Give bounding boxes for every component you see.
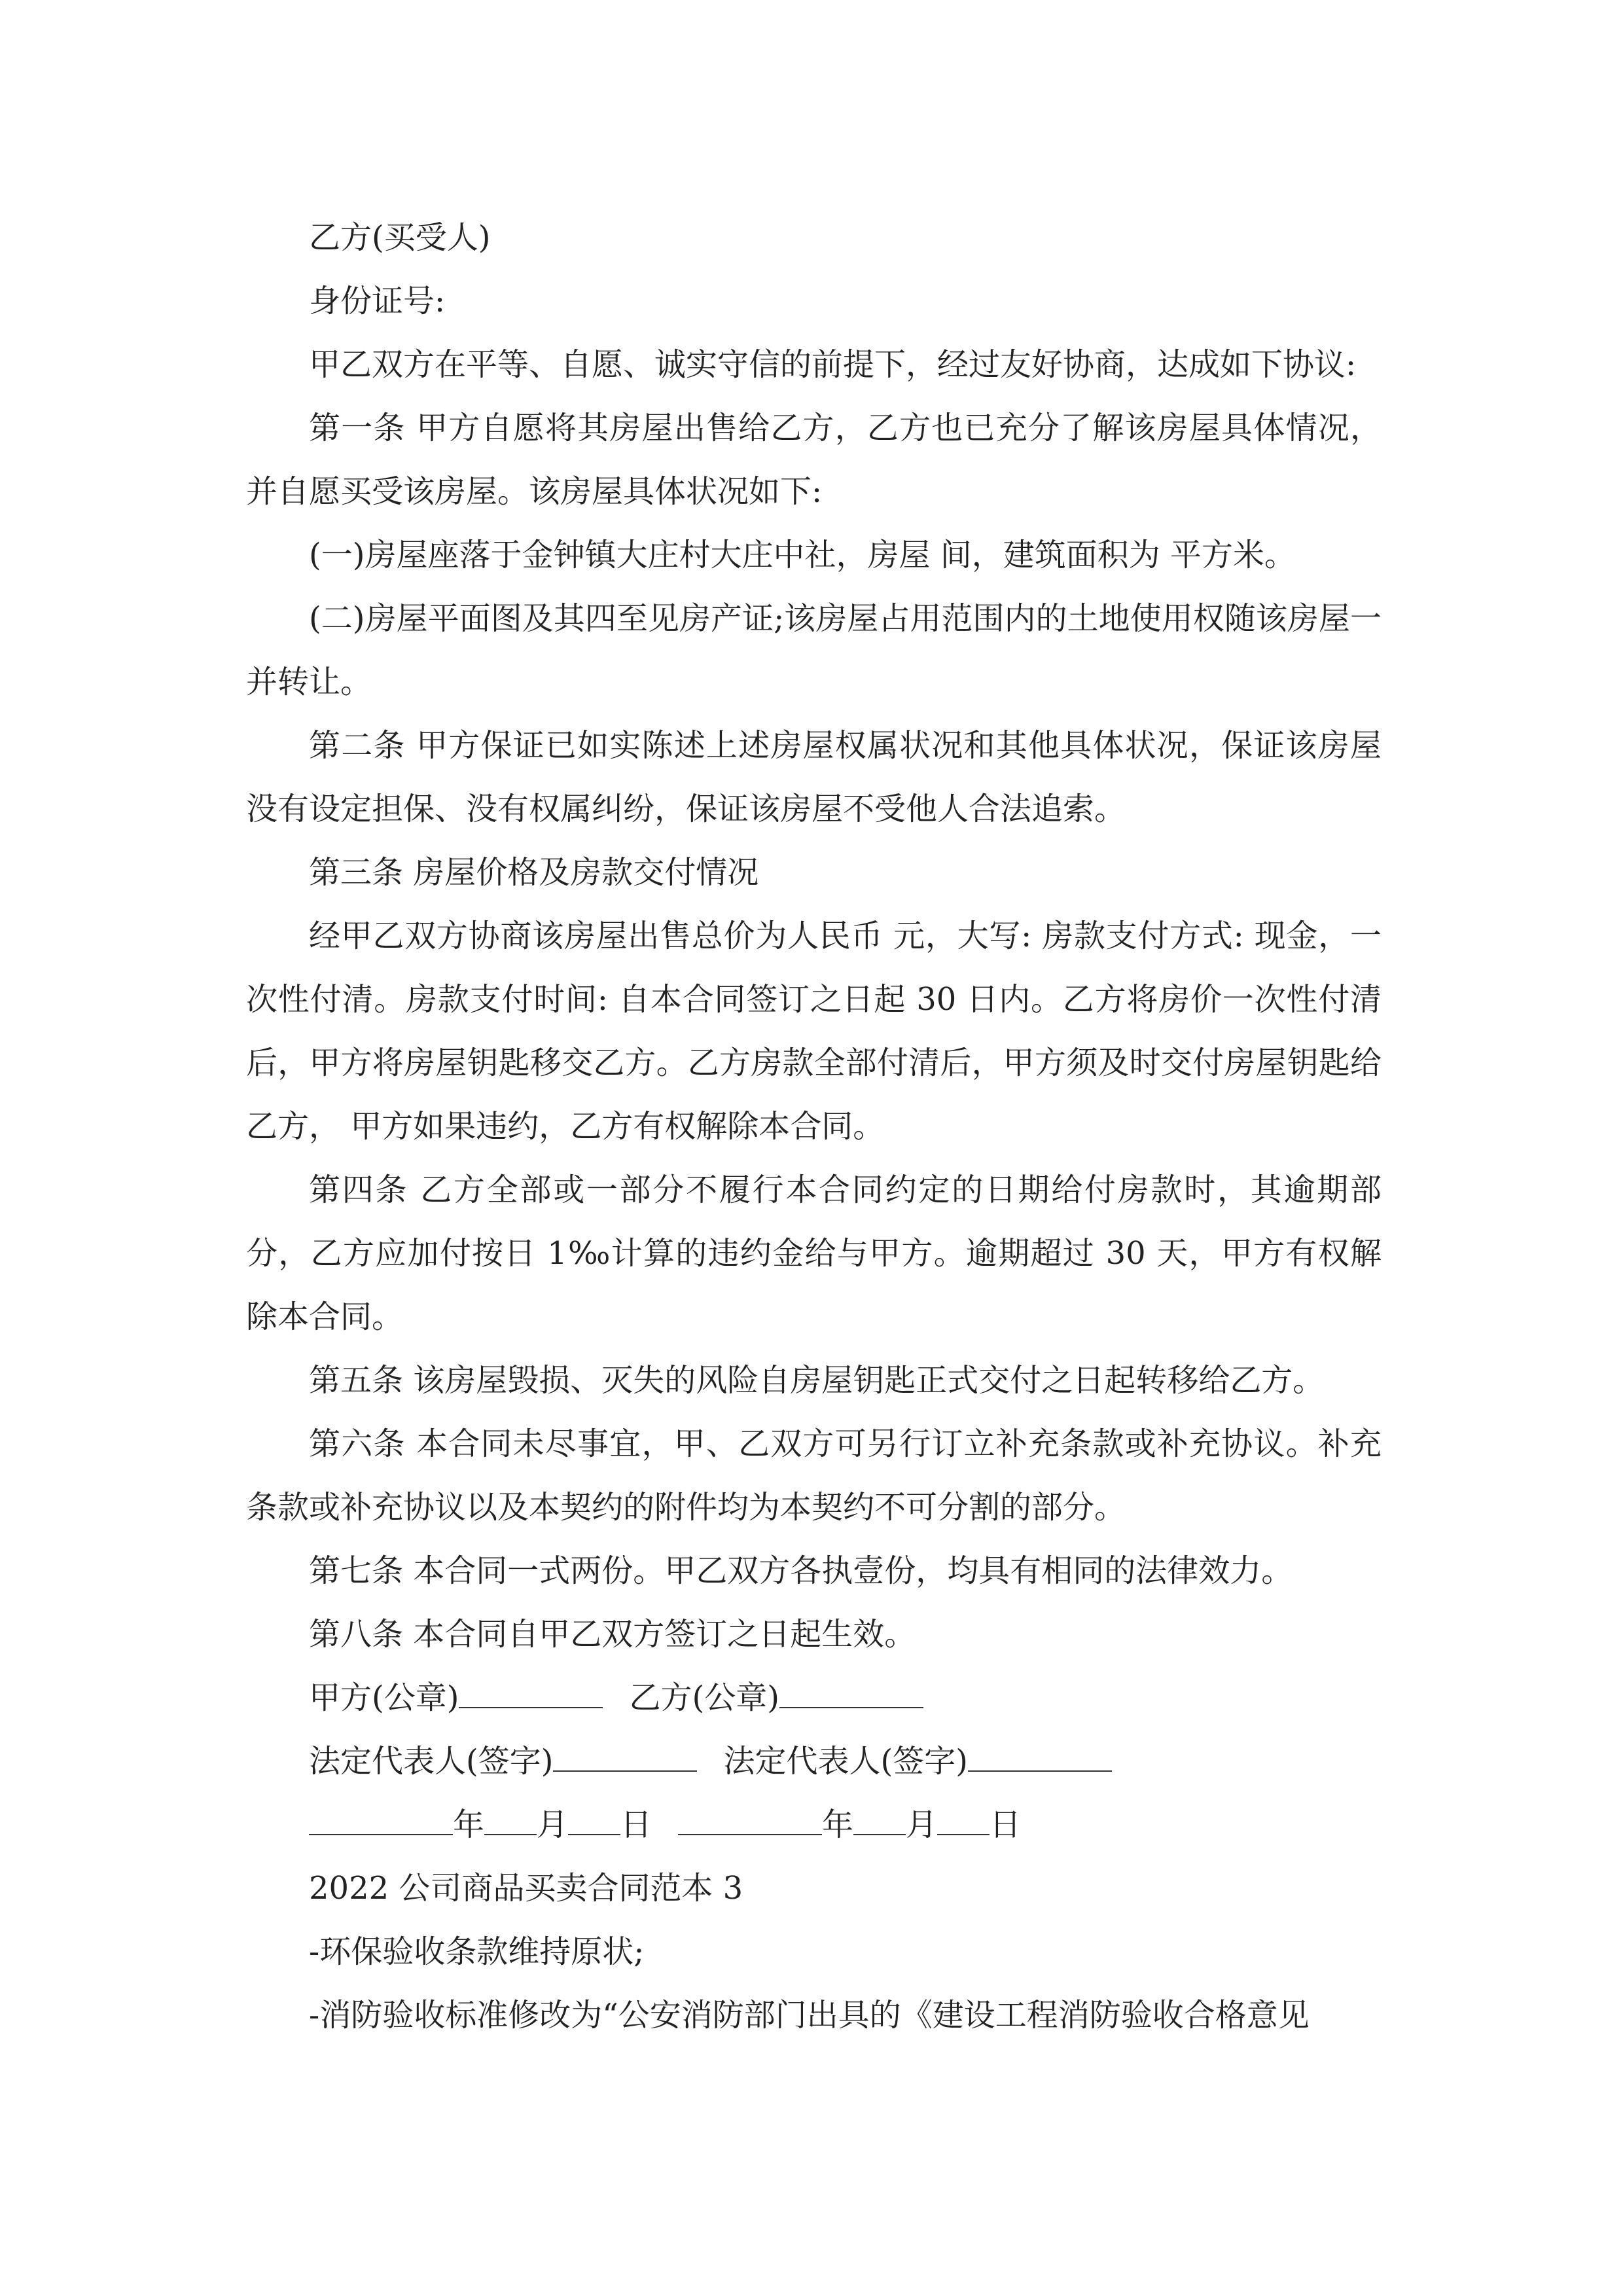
party-b-label: 乙方(买受人) [309,219,491,256]
intro-paragraph: 甲乙双方在平等、自愿、诚实守信的前提下，经过友好协商，达成如下协议: [309,346,1357,383]
seal-line [246,1666,1382,1730]
section-3-item-1: -环保验收条款维持原状; [309,1933,645,1970]
article-7: 第七条 本合同一式两份。甲乙双方各执壹份，均具有相同的法律效力。 [309,1552,1293,1589]
date-line [246,1793,1382,1857]
article-1: 第一条 甲方自愿将其房屋出售给乙方，乙方也已充分了解该房屋具体情况，并自愿买受该房屋。该房屋具体状况如下: [246,410,1382,510]
party-b-seal-label: 乙方(公章) [629,1679,779,1716]
article-6: 第六条 本合同未尽事宜，甲、乙双方可另行订立补充条款或补充协议。补充条款或补充协议以及本契约的附件均为本契约不可分割的部分。 [246,1426,1382,1526]
month-a-blank[interactable] [484,1808,537,1835]
section-3-item-2: -消防验收标准修改为“公安消防部门出具的《建设工程消防验收合格意见 [309,1997,1310,2034]
month-b-blank[interactable] [853,1808,906,1835]
section-3-heading: 2022 公司商品买卖合同范本 3 [309,1870,743,1907]
day-b-label: 日 [990,1806,1022,1843]
id-number-label: 身份证号: [309,283,446,319]
day-a-label: 日 [620,1806,652,1843]
year-b-label: 年 [822,1806,854,1843]
legal-rep-a-blank[interactable] [553,1744,697,1772]
article-8: 第八条 本合同自甲乙双方签订之日起生效。 [309,1616,916,1653]
day-a-blank[interactable] [568,1808,620,1835]
document-body [246,206,1382,2047]
article-1-item-2: (二)房屋平面图及其四至见房产证;该房屋占用范围内的土地使用权随该房屋一并转让。 [246,600,1382,700]
article-3-heading: 第三条 房屋价格及房款交付情况 [309,854,759,891]
year-b-blank[interactable] [678,1808,822,1835]
legal-rep-b-label: 法定代表人(签字) [723,1743,968,1780]
article-4: 第四条 乙方全部或一部分不履行本合同约定的日期给付房款时，其逾期部分，乙方应加付按日 1‰计算的违约金给与甲方。逾期超过 30 天，甲方有权解除本合同。 [246,1172,1382,1335]
article-3-body: 经甲乙双方协商该房屋出售总价为人民币 元，大写: 房款支付方式: 现金，一次性付清。房款支付时间: 自本合同签订之日起 30 日内。乙方将房价一次性付清后，甲方将房屋钥匙移交乙方。乙方房款全部付清后，甲方须及时交付房屋钥匙给乙方， 甲方如果违约，乙方有权解除本合同。 [246,918,1382,1145]
month-a-label: 月 [537,1806,569,1843]
day-b-blank[interactable] [937,1808,990,1835]
legal-rep-a-label: 法定代表人(签字) [309,1743,554,1780]
article-2: 第二条 甲方保证已如实陈述上述房屋权属状况和其他具体状况，保证该房屋没有设定担保、没有权属纠纷，保证该房屋不受他人合法追索。 [246,727,1382,827]
party-a-seal-label: 甲方(公章) [309,1679,459,1716]
year-a-blank[interactable] [309,1808,453,1835]
article-5: 第五条 该房屋毁损、灭失的风险自房屋钥匙正式交付之日起转移给乙方。 [309,1362,1325,1399]
article-1-item-1: (一)房屋座落于金钟镇大庄村大庄中社，房屋 间，建筑面积为 平方米。 [309,537,1296,573]
party-b-seal-blank[interactable] [779,1681,923,1708]
month-b-label: 月 [906,1806,938,1843]
legal-rep-line [246,1730,1382,1793]
party-a-seal-blank[interactable] [459,1681,603,1708]
legal-rep-b-blank[interactable] [968,1744,1112,1772]
year-a-label: 年 [453,1806,485,1843]
